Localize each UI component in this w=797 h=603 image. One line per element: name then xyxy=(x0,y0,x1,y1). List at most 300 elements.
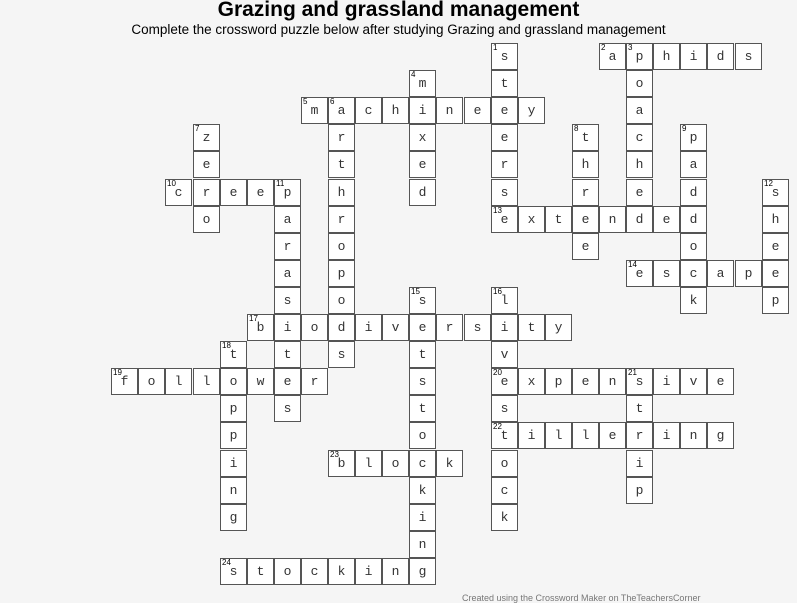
crossword-cell[interactable] xyxy=(545,368,572,395)
cell-letter: n xyxy=(608,212,617,227)
crossword-cell[interactable] xyxy=(355,97,382,124)
crossword-cell[interactable] xyxy=(409,477,436,504)
crossword-cell[interactable] xyxy=(491,314,518,341)
crossword-cell[interactable] xyxy=(193,179,220,206)
cell-letter: h xyxy=(581,157,590,172)
crossword-cell[interactable] xyxy=(274,179,301,206)
cell-letter: i xyxy=(229,456,238,471)
cell-letter: n xyxy=(689,428,698,443)
crossword-cell[interactable] xyxy=(491,70,518,97)
crossword-cell[interactable] xyxy=(518,314,545,341)
cell-letter: f xyxy=(120,374,129,389)
cell-letter: o xyxy=(229,374,238,389)
crossword-cell[interactable] xyxy=(220,395,247,422)
crossword-cell[interactable] xyxy=(491,341,518,368)
crossword-cell[interactable] xyxy=(491,179,518,206)
crossword-cell[interactable] xyxy=(572,179,599,206)
crossword-cell[interactable] xyxy=(382,558,409,585)
cell-letter: l xyxy=(174,374,183,389)
crossword-cell[interactable] xyxy=(518,422,545,449)
cell-letter: r xyxy=(635,428,644,443)
crossword-cell[interactable] xyxy=(762,206,789,233)
cell-letter: t xyxy=(229,347,238,362)
crossword-cell[interactable] xyxy=(572,422,599,449)
cell-letter: i xyxy=(662,374,671,389)
crossword-cell[interactable] xyxy=(355,558,382,585)
crossword-cell[interactable] xyxy=(382,314,409,341)
cell-letter: t xyxy=(500,428,509,443)
crossword-cell[interactable] xyxy=(328,341,355,368)
crossword-cell[interactable] xyxy=(626,477,653,504)
cell-letter: p xyxy=(554,374,563,389)
crossword-cell[interactable] xyxy=(599,206,626,233)
cell-letter: o xyxy=(337,293,346,308)
crossword-cell[interactable] xyxy=(545,422,572,449)
crossword-cell[interactable] xyxy=(247,314,274,341)
cell-letter: t xyxy=(337,157,346,172)
crossword-cell[interactable] xyxy=(274,287,301,314)
clue-number: 18 xyxy=(222,341,231,350)
crossword-cell[interactable] xyxy=(680,422,707,449)
crossword-cell[interactable] xyxy=(382,450,409,477)
cell-letter: e xyxy=(500,212,509,227)
crossword-cell[interactable] xyxy=(491,43,518,70)
cell-letter: e xyxy=(716,374,725,389)
crossword-cell[interactable] xyxy=(545,206,572,233)
crossword-cell[interactable] xyxy=(572,368,599,395)
cell-letter: k xyxy=(337,564,346,579)
cell-letter: e xyxy=(473,103,482,118)
cell-letter: s xyxy=(229,564,238,579)
cell-letter: i xyxy=(283,320,292,335)
crossword-cell[interactable] xyxy=(464,97,491,124)
crossword-cell[interactable] xyxy=(220,422,247,449)
crossword-cell[interactable] xyxy=(464,314,491,341)
crossword-cell[interactable] xyxy=(626,124,653,151)
cell-letter: g xyxy=(418,564,427,579)
cell-letter: p xyxy=(229,428,238,443)
puzzle-title: Grazing and grassland management xyxy=(217,0,580,21)
crossword-cell[interactable] xyxy=(735,260,762,287)
cell-letter: x xyxy=(527,374,536,389)
crossword-cell[interactable] xyxy=(274,558,301,585)
crossword-cell[interactable] xyxy=(626,151,653,178)
crossword-cell[interactable] xyxy=(599,43,626,70)
crossword-cell[interactable] xyxy=(491,477,518,504)
crossword-cell[interactable] xyxy=(247,368,274,395)
crossword-cell[interactable] xyxy=(274,260,301,287)
cell-letter: t xyxy=(418,347,427,362)
clue-number: 3 xyxy=(628,43,633,52)
cell-letter: g xyxy=(229,510,238,525)
cell-letter: b xyxy=(337,456,346,471)
crossword-cell[interactable] xyxy=(409,151,436,178)
clue-number: 8 xyxy=(574,124,579,133)
crossword-cell[interactable] xyxy=(220,450,247,477)
crossword-cell[interactable] xyxy=(355,314,382,341)
crossword-cell[interactable] xyxy=(274,341,301,368)
crossword-cell[interactable] xyxy=(626,97,653,124)
cell-letter: c xyxy=(500,483,509,498)
cell-letter: a xyxy=(635,103,644,118)
cell-letter: p xyxy=(229,401,238,416)
cell-letter: n xyxy=(445,103,454,118)
cell-letter: p xyxy=(283,185,292,200)
crossword-cell[interactable] xyxy=(545,314,572,341)
cell-letter: m xyxy=(418,76,427,91)
cell-letter: a xyxy=(283,212,292,227)
crossword-cell[interactable] xyxy=(274,395,301,422)
cell-letter: k xyxy=(689,293,698,308)
cell-letter: c xyxy=(689,266,698,281)
crossword-cell[interactable] xyxy=(328,124,355,151)
crossword-cell[interactable] xyxy=(328,450,355,477)
crossword-cell[interactable] xyxy=(626,206,653,233)
cell-letter: s xyxy=(771,185,780,200)
crossword-cell[interactable] xyxy=(680,151,707,178)
clue-number: 9 xyxy=(682,124,687,133)
cell-letter: a xyxy=(716,266,725,281)
crossword-cell[interactable] xyxy=(328,260,355,287)
crossword-cell[interactable] xyxy=(707,43,734,70)
crossword-cell[interactable] xyxy=(680,368,707,395)
clue-number: 15 xyxy=(411,287,420,296)
cell-letter: y xyxy=(554,320,563,335)
cell-letter: l xyxy=(554,428,563,443)
cell-letter: n xyxy=(608,374,617,389)
clue-number: 6 xyxy=(330,97,335,106)
crossword-cell[interactable] xyxy=(653,43,680,70)
crossword-cell[interactable] xyxy=(680,287,707,314)
crossword-cell[interactable] xyxy=(680,124,707,151)
cell-letter: k xyxy=(500,510,509,525)
cell-letter: x xyxy=(527,212,536,227)
cell-letter: e xyxy=(256,185,265,200)
clue-number: 16 xyxy=(493,287,502,296)
cell-letter: i xyxy=(364,564,373,579)
cell-letter: v xyxy=(391,320,400,335)
crossword-cell[interactable] xyxy=(436,450,463,477)
cell-letter: e xyxy=(581,239,590,254)
crossword-cell[interactable] xyxy=(572,151,599,178)
cell-letter: e xyxy=(662,212,671,227)
cell-letter: h xyxy=(771,212,780,227)
crossword-cell[interactable] xyxy=(626,260,653,287)
cell-letter: e xyxy=(418,157,427,172)
crossword-cell[interactable] xyxy=(680,260,707,287)
cell-letter: r xyxy=(445,320,454,335)
crossword-cell[interactable] xyxy=(491,395,518,422)
crossword-cell[interactable] xyxy=(409,558,436,585)
cell-letter: t xyxy=(418,401,427,416)
cell-letter: o xyxy=(310,320,319,335)
crossword-cell[interactable] xyxy=(436,97,463,124)
cell-letter: i xyxy=(364,320,373,335)
cell-letter: d xyxy=(337,320,346,335)
crossword-cell[interactable] xyxy=(680,206,707,233)
crossword-cell[interactable] xyxy=(572,233,599,260)
crossword-cell[interactable] xyxy=(599,368,626,395)
crossword-cell[interactable] xyxy=(626,179,653,206)
crossword-cell[interactable] xyxy=(572,124,599,151)
cell-letter: o xyxy=(635,76,644,91)
cell-letter: s xyxy=(418,293,427,308)
cell-letter: s xyxy=(283,293,292,308)
cell-letter: c xyxy=(364,103,373,118)
crossword-cell[interactable] xyxy=(762,260,789,287)
cell-letter: o xyxy=(337,239,346,254)
crossword-cell[interactable] xyxy=(491,151,518,178)
crossword-cell[interactable] xyxy=(762,287,789,314)
crossword-cell[interactable] xyxy=(409,395,436,422)
crossword-cell[interactable] xyxy=(707,422,734,449)
cell-letter: s xyxy=(744,49,753,64)
cell-letter: v xyxy=(500,347,509,362)
cell-letter: s xyxy=(418,374,427,389)
clue-number: 14 xyxy=(628,260,637,269)
crossword-cell[interactable] xyxy=(220,504,247,531)
cell-letter: l xyxy=(364,456,373,471)
crossword-cell[interactable] xyxy=(762,179,789,206)
cell-letter: e xyxy=(500,374,509,389)
cell-letter: c xyxy=(418,456,427,471)
crossword-cell[interactable] xyxy=(409,341,436,368)
cell-letter: s xyxy=(500,401,509,416)
cell-letter: o xyxy=(391,456,400,471)
crossword-cell[interactable] xyxy=(626,395,653,422)
crossword-cell[interactable] xyxy=(626,450,653,477)
crossword-cell[interactable] xyxy=(409,504,436,531)
cell-letter: z xyxy=(202,130,211,145)
cell-letter: e xyxy=(581,212,590,227)
clue-number: 10 xyxy=(167,179,176,188)
crossword-cell[interactable] xyxy=(626,70,653,97)
cell-letter: e xyxy=(500,103,509,118)
crossword-cell[interactable] xyxy=(409,531,436,558)
cell-letter: i xyxy=(689,49,698,64)
cell-letter: k xyxy=(418,483,427,498)
crossword-cell[interactable] xyxy=(491,97,518,124)
cell-letter: e xyxy=(418,320,427,335)
crossword-cell[interactable] xyxy=(382,97,409,124)
clue-number: 22 xyxy=(493,422,502,431)
clue-number: 23 xyxy=(330,450,339,459)
crossword-cell[interactable] xyxy=(328,97,355,124)
cell-letter: t xyxy=(256,564,265,579)
clue-number: 19 xyxy=(113,368,122,377)
crossword-cell[interactable] xyxy=(247,558,274,585)
cell-letter: t xyxy=(283,347,292,362)
crossword-cell[interactable] xyxy=(680,43,707,70)
cell-letter: o xyxy=(202,212,211,227)
cell-letter: t xyxy=(635,401,644,416)
crossword-cell[interactable] xyxy=(193,368,220,395)
cell-letter: p xyxy=(744,266,753,281)
cell-letter: s xyxy=(635,374,644,389)
cell-letter: t xyxy=(554,212,563,227)
crossword-cell[interactable] xyxy=(247,179,274,206)
cell-letter: d xyxy=(689,212,698,227)
clue-number: 12 xyxy=(764,179,773,188)
cell-letter: a xyxy=(689,157,698,172)
clue-number: 20 xyxy=(493,368,502,377)
crossword-cell[interactable] xyxy=(220,179,247,206)
cell-letter: e xyxy=(771,266,780,281)
cell-letter: i xyxy=(418,510,427,525)
cell-letter: e xyxy=(635,185,644,200)
crossword-cell[interactable] xyxy=(301,97,328,124)
crossword-cell[interactable] xyxy=(626,43,653,70)
crossword-cell[interactable] xyxy=(301,558,328,585)
crossword-cell[interactable] xyxy=(653,422,680,449)
crossword-cell[interactable] xyxy=(491,124,518,151)
crossword-cell[interactable] xyxy=(653,260,680,287)
cell-letter: n xyxy=(418,537,427,552)
clue-number: 1 xyxy=(493,43,498,52)
crossword-cell[interactable] xyxy=(735,43,762,70)
crossword-cell[interactable] xyxy=(572,206,599,233)
cell-letter: l xyxy=(581,428,590,443)
cell-letter: p xyxy=(635,483,644,498)
crossword-cell[interactable] xyxy=(491,287,518,314)
crossword-cell[interactable] xyxy=(274,206,301,233)
crossword-cell[interactable] xyxy=(707,260,734,287)
crossword-cell[interactable] xyxy=(409,422,436,449)
crossword-cell[interactable] xyxy=(680,233,707,260)
cell-letter: i xyxy=(635,456,644,471)
cell-letter: d xyxy=(635,212,644,227)
cell-letter: a xyxy=(283,266,292,281)
crossword-cell[interactable] xyxy=(301,314,328,341)
crossword-cell[interactable] xyxy=(518,368,545,395)
crossword-cell[interactable] xyxy=(165,368,192,395)
crossword-cell[interactable] xyxy=(355,450,382,477)
crossword-cell[interactable] xyxy=(328,179,355,206)
crossword-cell[interactable] xyxy=(220,368,247,395)
cell-letter: s xyxy=(473,320,482,335)
crossword-cell[interactable] xyxy=(328,151,355,178)
crossword-cell[interactable] xyxy=(328,558,355,585)
crossword-cell[interactable] xyxy=(626,368,653,395)
crossword-cell[interactable] xyxy=(626,422,653,449)
cell-letter: o xyxy=(418,428,427,443)
cell-letter: a xyxy=(608,49,617,64)
crossword-cell[interactable] xyxy=(138,368,165,395)
crossword-cell[interactable] xyxy=(220,558,247,585)
cell-letter: s xyxy=(337,347,346,362)
crossword-cell[interactable] xyxy=(491,450,518,477)
cell-letter: t xyxy=(581,130,590,145)
cell-letter: r xyxy=(337,130,346,145)
crossword-cell[interactable] xyxy=(193,151,220,178)
crossword-cell[interactable] xyxy=(518,97,545,124)
cell-letter: r xyxy=(500,157,509,172)
crossword-cell[interactable] xyxy=(653,368,680,395)
crossword-cell[interactable] xyxy=(409,314,436,341)
cell-letter: d xyxy=(418,185,427,200)
crossword-cell[interactable] xyxy=(491,368,518,395)
cell-letter: e xyxy=(229,185,238,200)
crossword-cell[interactable] xyxy=(328,314,355,341)
clue-number: 2 xyxy=(601,43,606,52)
cell-letter: i xyxy=(527,428,536,443)
clue-number: 24 xyxy=(222,558,231,567)
cell-letter: p xyxy=(771,293,780,308)
cell-letter: n xyxy=(229,483,238,498)
cell-letter: c xyxy=(310,564,319,579)
crossword-cell[interactable] xyxy=(301,368,328,395)
crossword-cell[interactable] xyxy=(491,422,518,449)
crossword-cell[interactable] xyxy=(409,70,436,97)
cell-letter: o xyxy=(147,374,156,389)
cell-letter: r xyxy=(581,185,590,200)
crossword-cell[interactable] xyxy=(599,422,626,449)
crossword-cell[interactable] xyxy=(491,504,518,531)
crossword-cell[interactable] xyxy=(328,233,355,260)
cell-letter: h xyxy=(337,185,346,200)
crossword-cell[interactable] xyxy=(409,124,436,151)
cell-letter: e xyxy=(608,428,617,443)
crossword-cell[interactable] xyxy=(762,233,789,260)
clue-number: 17 xyxy=(249,314,258,323)
cell-letter: e xyxy=(635,266,644,281)
cell-letter: i xyxy=(662,428,671,443)
crossword-cell[interactable] xyxy=(165,179,192,206)
cell-letter: i xyxy=(500,320,509,335)
crossword-cell[interactable] xyxy=(328,206,355,233)
crossword-cell[interactable] xyxy=(274,233,301,260)
cell-letter: r xyxy=(310,374,319,389)
cell-letter: h xyxy=(662,49,671,64)
crossword-cell[interactable] xyxy=(680,179,707,206)
crossword-cell[interactable] xyxy=(328,287,355,314)
crossword-cell[interactable] xyxy=(653,206,680,233)
crossword-cell[interactable] xyxy=(193,124,220,151)
cell-letter: o xyxy=(689,239,698,254)
crossword-cell[interactable] xyxy=(409,97,436,124)
crossword-cell[interactable] xyxy=(274,368,301,395)
crossword-cell[interactable] xyxy=(220,341,247,368)
cell-letter: d xyxy=(716,49,725,64)
crossword-cell[interactable] xyxy=(409,450,436,477)
crossword-cell[interactable] xyxy=(518,206,545,233)
clue-number: 7 xyxy=(195,124,200,133)
cell-letter: g xyxy=(716,428,725,443)
crossword-cell[interactable] xyxy=(220,477,247,504)
cell-letter: y xyxy=(527,103,536,118)
cell-letter: v xyxy=(689,374,698,389)
cell-letter: l xyxy=(500,293,509,308)
crossword-cell[interactable] xyxy=(491,206,518,233)
cell-letter: r xyxy=(283,239,292,254)
cell-letter: c xyxy=(635,130,644,145)
crossword-cell[interactable] xyxy=(274,314,301,341)
crossword-cell[interactable] xyxy=(436,314,463,341)
crossword-cell[interactable] xyxy=(409,368,436,395)
crossword-cell[interactable] xyxy=(111,368,138,395)
cell-letter: h xyxy=(391,103,400,118)
cell-letter: l xyxy=(202,374,211,389)
clue-number: 5 xyxy=(303,97,308,106)
crossword-cell[interactable] xyxy=(409,287,436,314)
cell-letter: b xyxy=(256,320,265,335)
crossword-cell[interactable] xyxy=(707,368,734,395)
cell-letter: o xyxy=(500,456,509,471)
cell-letter: k xyxy=(445,456,454,471)
cell-letter: o xyxy=(283,564,292,579)
crossword-cell[interactable] xyxy=(409,179,436,206)
crossword-cell[interactable] xyxy=(193,206,220,233)
